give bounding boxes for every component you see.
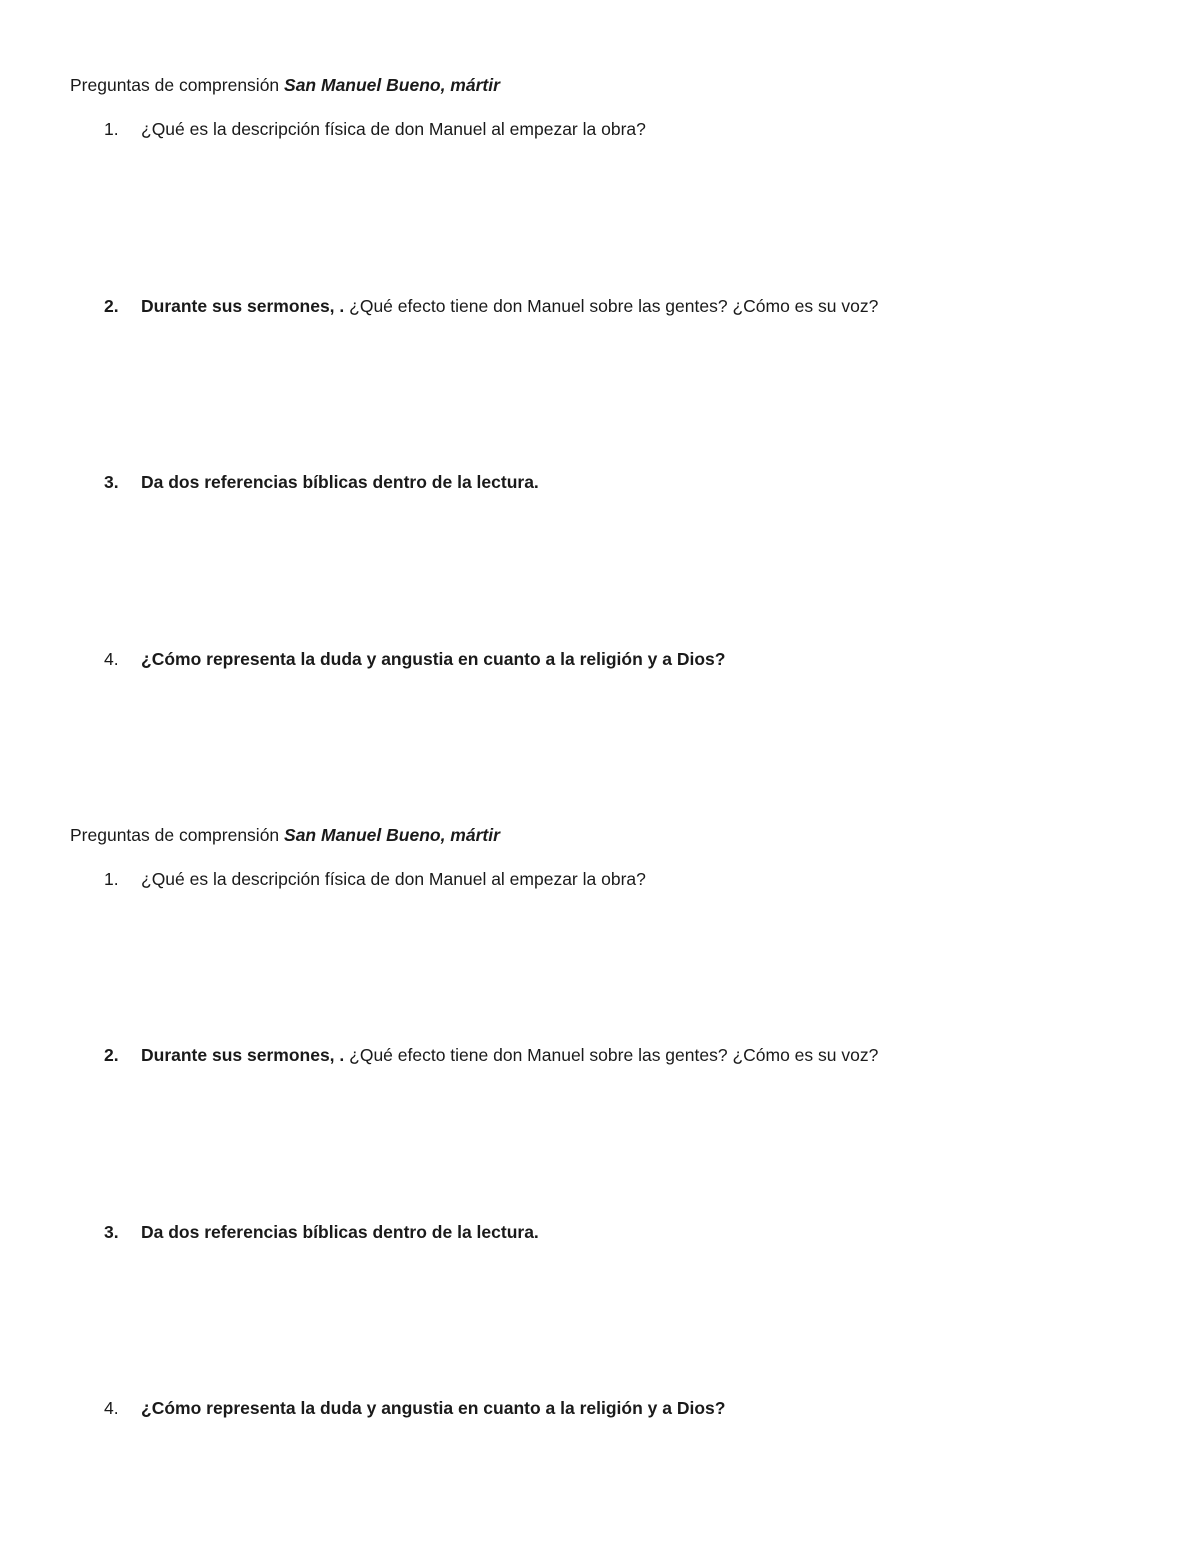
question-bold-lead: Durante sus sermones, .: [141, 296, 345, 316]
question-number: 2.: [104, 1045, 119, 1065]
question-number: 1.: [104, 869, 119, 889]
question-text: [141, 1043, 878, 1067]
question-number: 2.: [104, 296, 119, 316]
question-number: 1.: [104, 119, 119, 139]
worksheet-heading: [70, 73, 500, 97]
question-number: 3.: [104, 472, 119, 492]
question-number: 4.: [104, 1398, 119, 1418]
question-body: ¿Qué efecto tiene don Manuel sobre las gentes? ¿Cómo es su voz?: [344, 1045, 879, 1065]
question-number: 4.: [104, 649, 119, 669]
question-text: ¿Cómo representa la duda y angustia en cuanto a la religión y a Dios?: [141, 1398, 726, 1418]
question-text: ¿Cómo representa la duda y angustia en cuanto a la religión y a Dios?: [141, 649, 726, 669]
question-body: ¿Qué efecto tiene don Manuel sobre las gentes? ¿Cómo es su voz?: [344, 296, 879, 316]
work-title: San Manuel Bueno, mártir: [284, 825, 500, 845]
question-text: Da dos referencias bíblicas dentro de la lectura.: [141, 472, 539, 492]
question-text: [141, 294, 878, 318]
question-text: ¿Qué es la descripción física de don Manuel al empezar la obra?: [141, 119, 646, 139]
question-text: ¿Qué es la descripción física de don Manuel al empezar la obra?: [141, 869, 646, 889]
heading-prefix: Preguntas de comprensión: [70, 825, 285, 845]
question-text: Da dos referencias bíblicas dentro de la lectura.: [141, 1222, 539, 1242]
work-title: San Manuel Bueno, mártir: [284, 75, 500, 95]
question-number: 3.: [104, 1222, 119, 1242]
question-bold-lead: Durante sus sermones, .: [141, 1045, 345, 1065]
worksheet-heading: [70, 823, 500, 847]
heading-prefix: Preguntas de comprensión: [70, 75, 285, 95]
